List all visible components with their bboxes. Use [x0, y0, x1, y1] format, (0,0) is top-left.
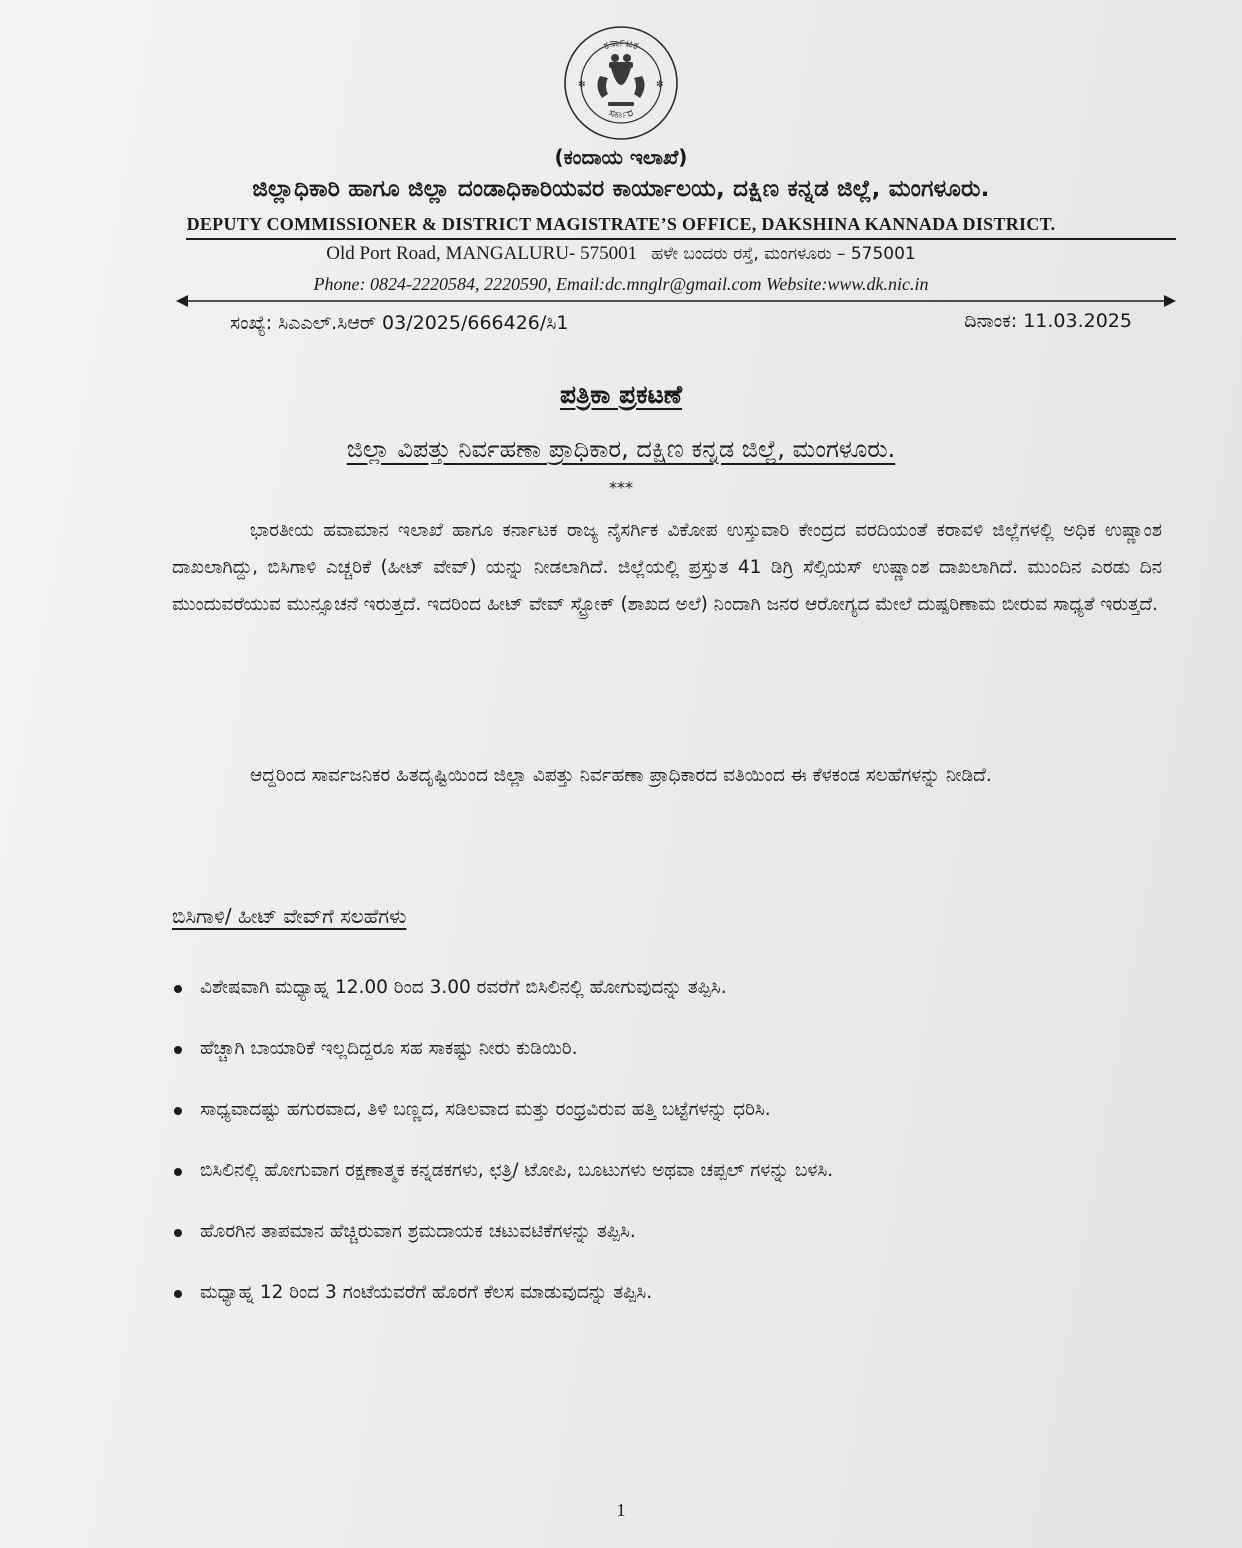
office-name-english: DEPUTY COMMISSIONER & DISTRICT MAGISTRATE’S OFFICE, DAKSHINA KANNADA DISTRICT. [186, 214, 1056, 234]
advisory-heading-text: ಬಿಸಿಗಾಳಿ/ ಹೀಟ್ ವೇವ್‌ಗೆ ಸಲಹೆಗಳು [172, 904, 407, 928]
list-item-text: ಮಧ್ಯಾಹ್ನ 12 ರಿಂದ 3 ಗಂಟೆಯವರೆಗೆ ಹೊರಗೆ ಕೆಲಸ ಮಾಡುವುದನ್ನು ತಪ್ಪಿಸಿ. [200, 1282, 653, 1303]
list-item [172, 1275, 1172, 1310]
svg-text:✻: ✻ [578, 80, 586, 90]
bullet-icon [174, 1046, 182, 1054]
bullet-icon [174, 1290, 182, 1298]
advisory-heading [172, 904, 406, 928]
list-item-text: ವಿಶೇಷವಾಗಿ ಮಧ್ಯಾಹ್ನ 12.00 ರಿಂದ 3.00 ರವರೆಗೆ ಬಿಸಿಲಿನಲ್ಲಿ ಹೋಗುವುದನ್ನು ತಪ್ಪಿಸಿ. [200, 977, 727, 998]
bullet-icon [174, 1229, 182, 1237]
address-english: Old Port Road, MANGALURU- 575001 [326, 243, 638, 264]
reference-number: ಸಂಖ್ಯೆ: ಸಿಎಎಲ್.ಸಿಆರ್ 03/2025/666426/ಸಿ1 [230, 312, 569, 334]
list-item-text: ಹೆಚ್ಚಾಗಿ ಬಾಯಾರಿಕೆ ಇಲ್ಲದಿದ್ದರೂ ಸಹ ಸಾಕಷ್ಟು ನೀರು ಕುಡಿಯಿರಿ. [200, 1038, 578, 1059]
body-paragraph: ಆದ್ದರಿಂದ ಸಾರ್ವಜನಿಕರ ಹಿತದೃಷ್ಟಿಯಿಂದ ಜಿಲ್ಲಾ ವಿಪತ್ತು ನಿರ್ವಹಣಾ ಪ್ರಾಧಿಕಾರದ ವತಿಯಿಂದ ಈ ಕೆಳಕಂಡ ಸಲಹೆಗಳನ್ನು ನೀಡಿದೆ. [250, 765, 992, 786]
department-name: (ಕಂದಾಯ ಇಲಾಖೆ) [554, 145, 688, 169]
list-item [172, 1153, 1172, 1188]
list-item-text: ಬಿಸಿಲಿನಲ್ಲಿ ಹೋಗುವಾಗ ರಕ್ಷಣಾತ್ಮಕ ಕನ್ನಡಕಗಳು, ಛತ್ರಿ/ ಟೋಪಿ, ಬೂಟುಗಳು ಅಥವಾ ಚಪ್ಪಲ್ ಗಳನ್ನು ಬಳಸಿ. [200, 1160, 834, 1181]
emblem-top-text: ಕರ್ನಾಟಕ [601, 35, 641, 53]
list-item-text: ಹೊರಗಿನ ತಾಪಮಾನ ಹೆಚ್ಚಿರುವಾಗ ಶ್ರಮದಾಯಕ ಚಟುವಟಿಕೆಗಳನ್ನು ತಪ್ಪಿಸಿ. [200, 1221, 636, 1242]
press-release-title-text: ಪತ್ರಿಕಾ ಪ್ರಕಟಣೆ [559, 380, 682, 409]
authority-subtitle [0, 435, 1242, 463]
address-kannada: ಹಳೇ ಬಂದರು ರಸ್ತೆ, ಮಂಗಳೂರು – 575001 [651, 244, 916, 264]
list-item [172, 970, 1172, 1005]
advisory-list [172, 970, 1172, 1310]
office-name-kannada: ಜಿಲ್ಲಾಧಿಕಾರಿ ಹಾಗೂ ಜಿಲ್ಲಾ ದಂಡಾಧಿಕಾರಿಯವರ ಕಾರ್ಯಾಲಯ, ದಕ್ಷಿಣ ಕನ್ನಡ ಜಿಲ್ಲೆ, ಮಂಗಳೂರು. [252, 176, 990, 202]
bullet-icon [174, 1107, 182, 1115]
karnataka-emblem-icon [562, 24, 680, 142]
list-item [172, 1092, 1172, 1127]
press-release-title [0, 380, 1242, 410]
list-item-text: ಸಾಧ್ಯವಾದಷ್ಟು ಹಗುರವಾದ, ತಿಳಿ ಬಣ್ಣದ, ಸಡಿಲವಾದ ಮತ್ತು ರಂಧ್ರವಿರುವ ಹತ್ತಿ ಬಟ್ಟೆಗಳನ್ನು ಧರಿಸಿ. [200, 1099, 771, 1120]
emblem-bottom-text: ಸರ್ಕಾರ [607, 105, 635, 121]
letter-date: ದಿನಾಂಕ: 11.03.2025 [964, 310, 1132, 332]
bullet-icon [174, 985, 182, 993]
contact-details: Phone: 0824-2220584, 2220590, Email:dc.mnglr@gmail.com Website:www.dk.nic.in [313, 274, 929, 294]
office-address [0, 243, 1242, 265]
list-item [172, 1214, 1172, 1249]
bullet-icon [174, 1168, 182, 1176]
body-paragraph: ಭಾರತೀಯ ಹವಾಮಾನ ಇಲಾಖೆ ಹಾಗೂ ಕರ್ನಾಟಕ ರಾಜ್ಯ ನೈಸರ್ಗಿಕ ವಿಕೋಪ ಉಸ್ತುವಾರಿ ಕೇಂದ್ರದ ವರದಿಯಂತೆ ಕರಾವಳಿ ಜಿಲ್ಲೆಗಳಲ್ಲಿ ಅಧಿಕ ಉಷ್ಣಾಂಶ ದಾಖಲಾಗಿದ್ದು, ಬಿಸಿಗಾಳಿ ಎಚ್ಚರಿಕೆ (ಹೀಟ್ ವೇವ್) ಯನ್ನು ನೀಡಲಾಗಿದೆ. ಜಿಲ್ಲೆಯಲ್ಲಿ ಪ್ರಸ್ತುತ 41 ಡಿಗ್ರಿ ಸೆಲ್ಸಿಯಸ್ ಉಷ್ಣಾಂಶ ದಾಖಲಾಗಿದೆ. ಮುಂದಿನ ಎರಡು ದಿನ ಮುಂದುವರೆಯುವ ಮುನ್ಸೂಚನೆ ಇರುತ್ತದೆ. ಇದರಿಂದ ಹೀಟ್ ವೇವ್ ಸ್ಟ್ರೋಕ್ (ಶಾಖದ ಅಲೆ) ನಿಂದಾಗಿ ಜನರ ಆರೋಗ್ಯದ ಮೇಲೆ ದುಷ್ಪರಿಣಾಮ ಬೀರುವ ಸಾಧ್ಯತೆ ಇರುತ್ತದೆ. [172, 520, 1162, 615]
double-arrow-divider [176, 294, 1176, 308]
svg-text:✻: ✻ [656, 80, 664, 90]
page-number: 1 [616, 1500, 626, 1520]
authority-subtitle-text: ಜಿಲ್ಲಾ ವಿಪತ್ತು ನಿರ್ವಹಣಾ ಪ್ರಾಧಿಕಾರ, ದಕ್ಷಿಣ ಕನ್ನಡ ಜಿಲ್ಲೆ, ಮಂಗಳೂರು. [346, 435, 896, 463]
header-rule [186, 238, 1176, 240]
section-separator: *** [609, 478, 633, 497]
list-item [172, 1031, 1172, 1066]
